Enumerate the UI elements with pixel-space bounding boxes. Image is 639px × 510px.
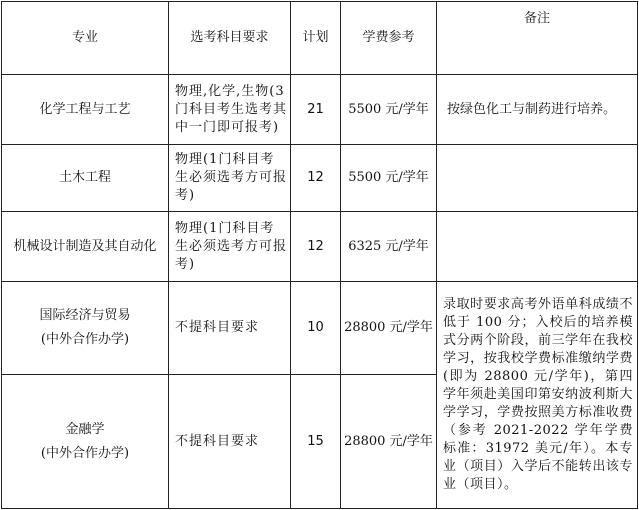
tuition-fee: 28800 元/学年 <box>341 282 437 375</box>
note: 按绿色化工与制药进行培养。 <box>437 75 638 145</box>
enrollment-plan: 12 <box>291 145 341 212</box>
header-major: 专业 <box>2 2 169 75</box>
major-name: 机械设计制造及其自动化 <box>2 212 169 282</box>
enrollment-plan: 21 <box>291 75 341 145</box>
enrollment-plan: 10 <box>291 282 341 375</box>
subject-requirement: 物理(1门科目考生必须选考方可报考) <box>169 145 291 212</box>
header-plan: 计划 <box>291 2 341 75</box>
table-row <box>2 75 638 145</box>
table-row <box>2 145 638 212</box>
major-cell <box>2 282 169 375</box>
header-fee: 学费参考 <box>341 2 437 75</box>
table-header-row <box>2 2 638 75</box>
tuition-fee: 28800 元/学年 <box>341 375 437 509</box>
subject-requirement: 不提科目要求 <box>169 375 291 509</box>
major-program-type: (中外合作办学) <box>40 445 130 461</box>
major-name: 金融学 <box>65 421 105 437</box>
enrollment-plan: 15 <box>291 375 341 509</box>
subject-requirement: 不提科目要求 <box>169 282 291 375</box>
tuition-fee: 5500 元/学年 <box>341 75 437 145</box>
admission-plan-table <box>1 1 638 509</box>
major-name: 化学工程与工艺 <box>2 75 169 145</box>
major-name: 土木工程 <box>2 145 169 212</box>
major-name: 国际经济与贸易 <box>39 308 131 323</box>
table-row <box>2 212 638 282</box>
shared-note: 录取时要求高考外语单科成绩不低于 100 分；入校后的培养模式分两个阶段，前三学年在我校学习，按我校学费标准缴纳学费(即为 28800 元/学年)，第四学年须赴美国印第安纳波利斯大学学习，学费按照美方标准收费（参考 2021-2022 学年学费标准：31972 美元/年）。本专业（项目）入学后不能转出该专业（项目）。 <box>437 282 638 509</box>
tuition-fee: 5500 元/学年 <box>341 145 437 212</box>
header-note: 备注 <box>437 2 638 75</box>
header-requirement: 选考科目要求 <box>169 2 291 75</box>
table-row <box>2 282 638 375</box>
tuition-fee: 6325 元/学年 <box>341 212 437 282</box>
major-cell <box>2 375 169 509</box>
note <box>437 145 638 212</box>
major-program-type: (中外合作办学) <box>40 332 130 347</box>
subject-requirement: 物理(1门科目考生必须选考方可报考) <box>169 212 291 282</box>
subject-requirement: 物理,化学,生物(3门科目考生选考其中一门即可报考) <box>169 75 291 145</box>
enrollment-plan: 12 <box>291 212 341 282</box>
note <box>437 212 638 282</box>
